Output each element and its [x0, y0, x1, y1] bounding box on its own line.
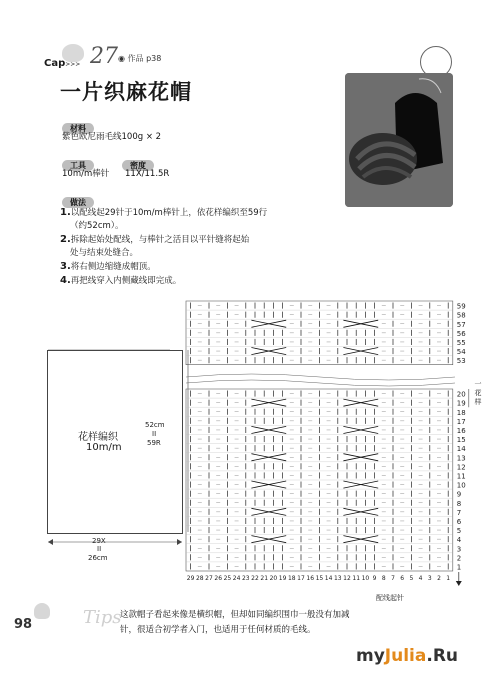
method-step-2-line-1	[60, 233, 340, 247]
method-step-number: 4.	[60, 275, 71, 286]
materials-value: 紫色欧尼雨毛线100g × 2	[62, 132, 162, 142]
schematic-width-cm: 26cm	[88, 554, 108, 562]
chart-top-row-label: 53	[456, 357, 466, 366]
reference-label: ◉ 作品 p38	[118, 54, 162, 63]
chart-column-label: 12	[343, 575, 351, 582]
schematic-width-eq: II	[97, 545, 102, 553]
chart-column-label: 3	[427, 575, 432, 582]
gauge-value: 11X/11.5R	[125, 169, 170, 179]
chart-bottom-row-label: 8	[456, 499, 462, 508]
page-decoration-icon	[34, 603, 50, 619]
chart-column-label: 16	[306, 575, 315, 582]
chart-top-row-label: 59	[456, 302, 466, 311]
page-number: 98	[14, 617, 33, 632]
method-step-text: 再把线穿入内侧藏线即完成。	[70, 276, 182, 286]
chart-bottom-row-label: 16	[456, 427, 466, 435]
schematic-height-cm: 52cm	[145, 421, 165, 429]
chart-top-row-label: 58	[456, 311, 466, 320]
chart-column-label: 23	[241, 575, 250, 582]
watermark: myJulia.Ru	[356, 646, 459, 666]
schematic-needle-label: 10m/m	[86, 442, 122, 453]
start-label: 配线起针	[376, 594, 404, 602]
materials-badge: 材料	[62, 123, 94, 134]
chart-column-label: 25	[223, 575, 232, 582]
chart-column-label: 22	[251, 575, 259, 582]
page-title: 一片织麻花帽	[60, 80, 192, 104]
chart-column-label: 26	[214, 575, 223, 582]
chart-bottom-row-label: 5	[456, 527, 462, 536]
chart-column-label: 14	[324, 575, 333, 582]
schematic-pattern-label: 花样编织	[78, 432, 118, 443]
method-step-number: 2.	[60, 234, 71, 245]
chart-bottom-row-label: 6	[456, 518, 462, 526]
chart-bottom-row-label: 4	[456, 536, 462, 545]
chart-break-line	[186, 380, 455, 386]
chart-column-label: 15	[315, 575, 324, 582]
cap-label: Cap>>>	[44, 58, 81, 69]
method-step-text: 以配线起29针于10m/m棒针上，依花样编织至59行	[70, 208, 268, 218]
chart-column-label: 19	[278, 575, 287, 582]
tips-heading: Tips	[83, 607, 122, 628]
chart-column-label: 29	[186, 575, 195, 582]
chart-bottom-row-label: 12	[456, 463, 466, 472]
chart-column-label: 20	[269, 575, 278, 582]
chart-bottom-row-label: 18	[456, 408, 466, 417]
chart-column-label: 8	[381, 575, 386, 582]
chart-top-row-label: 56	[456, 329, 466, 338]
repeat-label: 一花样	[474, 380, 482, 406]
method-step-text: 将右侧边缩缝成帽顶。	[70, 262, 156, 272]
method-step-text: 拆除起始处配线，与棒针之活目以平针缝将起始	[70, 235, 250, 245]
chart-bottom-row-label: 9	[456, 490, 462, 499]
schematic-height-rows: 59R	[147, 439, 161, 447]
chart-bottom-row-label: 3	[456, 545, 462, 554]
schematic-height-eq: II	[152, 430, 157, 438]
chart-bottom-row-label: 14	[456, 445, 466, 454]
chart-bottom-row-label: 7	[456, 508, 462, 517]
chart-bottom-row-label: 13	[456, 454, 466, 463]
chart-column-label: 21	[260, 575, 269, 582]
chart-column-label: 10	[361, 575, 370, 582]
chart-bottom-row-label: 20	[456, 390, 466, 399]
method-step-4-line-1	[60, 274, 340, 288]
method-steps	[60, 206, 340, 288]
chart-bottom-row-label: 10	[456, 481, 466, 490]
chart-column-label: 24	[232, 575, 241, 582]
chart-column-label: 5	[409, 575, 414, 582]
chart-top-row-label: 57	[456, 320, 466, 329]
chart-column-label: 6	[400, 575, 405, 582]
chart-column-label: 7	[391, 575, 395, 582]
method-step-3-line-1	[60, 260, 340, 274]
chart-bottom-row-label: 19	[456, 399, 466, 408]
chart-bottom-row-label: 2	[456, 554, 462, 563]
hat-photo	[345, 73, 453, 207]
method-badge: 做法	[62, 197, 94, 208]
chart-column-label: 4	[418, 575, 423, 582]
tools-badge: 工具	[62, 160, 94, 171]
method-step-number: 3.	[60, 261, 71, 272]
chart-bottom-row-label: 11	[456, 472, 466, 481]
gauge-badge: 密度	[122, 160, 154, 171]
chart-bottom-row-label: 17	[456, 417, 466, 426]
start-arrow-head	[456, 581, 462, 586]
pattern-number: 27	[90, 44, 118, 69]
knitting-chart	[180, 293, 480, 593]
method-step-text: （约52cm）。	[70, 221, 124, 231]
chart-column-label: 28	[195, 575, 204, 582]
chart-top-row-label: 54	[456, 348, 466, 357]
schematic-dimension-lines	[40, 340, 200, 560]
chart-bottom-row-label: 15	[456, 436, 466, 445]
chart-column-label: 27	[205, 575, 213, 582]
method-step-number: 1.	[60, 207, 71, 218]
chart-column-label: 9	[372, 575, 377, 582]
method-step-1-line-2	[60, 220, 340, 233]
chart-column-label: 17	[297, 575, 305, 582]
chart-column-label: 2	[437, 575, 441, 582]
chart-column-label: 1	[446, 575, 451, 582]
chart-top-row-label: 55	[456, 339, 466, 347]
tips-line-2: 针，很适合初学者入门，也适用于任何材质的毛线。	[120, 625, 316, 635]
chart-column-label: 11	[352, 575, 361, 582]
chart-column-label: 13	[333, 575, 342, 582]
chart-column-label: 18	[287, 575, 296, 582]
method-step-2-line-2	[60, 247, 340, 260]
schematic-width-sts: 29X	[92, 537, 106, 545]
method-step-1-line-1	[60, 206, 340, 220]
chart-bottom-row-label: 1	[456, 563, 462, 572]
chart-break-line	[186, 374, 455, 380]
tools-value: 10m/m棒针	[62, 169, 110, 179]
tips-line-1: 这款帽子看起来像是横织帽，但却如同编织围巾一般没有加减	[120, 610, 350, 620]
method-step-text: 处与结束处缝合。	[70, 248, 139, 258]
